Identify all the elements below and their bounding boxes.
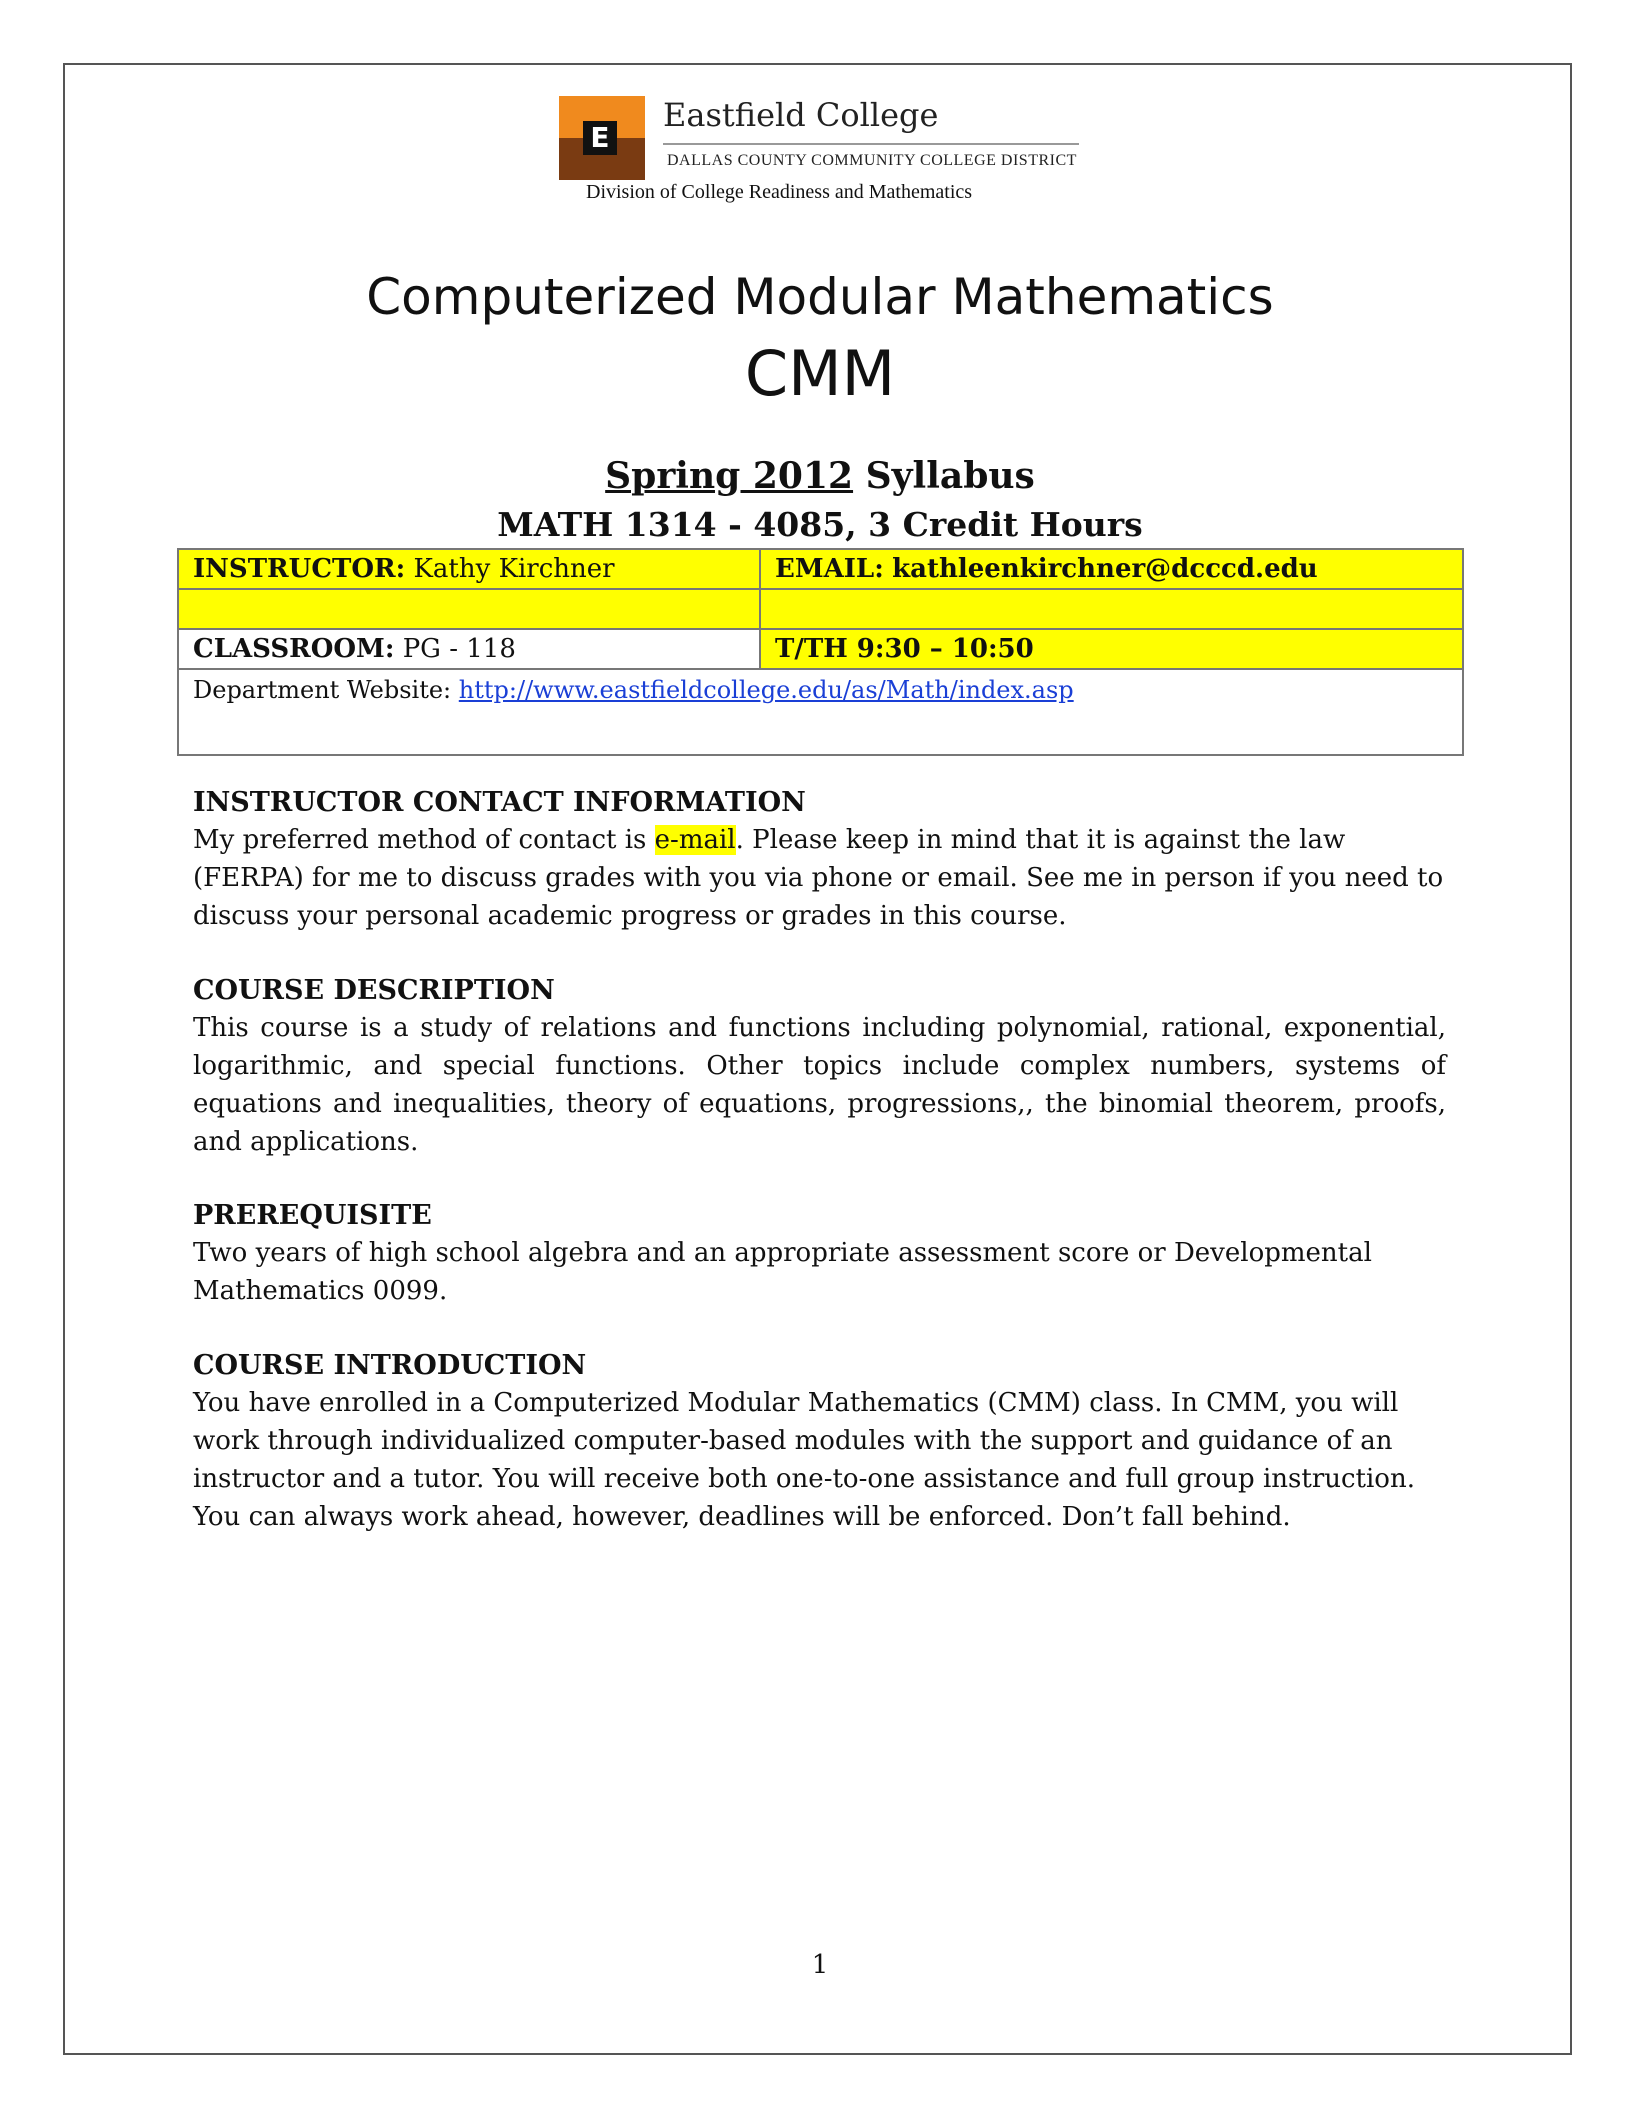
instructor-cell xyxy=(178,549,760,589)
section-heading: COURSE DESCRIPTION xyxy=(193,975,555,1006)
section-body: This course is a study of relations and functions including polynomial, rational, exponential, logarithmic, and special functions. Other topics include complex numbers, systems of equations and inequalities, theory of equations, progressions,, the binomial theorem, proofs, and applications. xyxy=(193,1013,1446,1157)
instructor-label: INSTRUCTOR: xyxy=(193,554,406,584)
college-name: Eastfield College xyxy=(663,96,939,134)
section-heading: INSTRUCTOR CONTACT INFORMATION xyxy=(193,787,806,818)
section-introduction xyxy=(193,1348,1446,1536)
section-body: Two years of high school algebra and an appropriate assessment score or Developmental Mathematics 0099. xyxy=(193,1238,1372,1306)
contact-text-start: My preferred method of contact is xyxy=(193,825,655,855)
empty-cell-right xyxy=(760,589,1463,629)
contact-text-end: . Please keep in mind that it is against the law (FERPA) for me to discuss grades with you via phone or email. See me in person if you need to discuss your personal academic progress or grades in this course. xyxy=(193,825,1444,931)
email-cell xyxy=(760,549,1463,589)
document-subtitle: CMM xyxy=(744,337,896,410)
logo-divider xyxy=(663,143,1079,145)
page-number: 1 xyxy=(811,1950,829,1980)
section-prerequisite xyxy=(193,1198,1446,1310)
email-label: EMAIL: xyxy=(775,554,884,584)
instructor-value: Kathy Kirchner xyxy=(413,554,615,584)
section-body: You have enrolled in a Computerized Modular Mathematics (CMM) class. In CMM, you will work through individualized computer-based modules with the support and guidance of an instructor and a tutor. You will receive both one-to-one assistance and full group instruction. You can always work ahead, however, deadlines will be enforced. Don’t fall behind. xyxy=(193,1388,1415,1532)
course-line: MATH 1314 - 4085, 3 Credit Hours xyxy=(497,505,1143,544)
website-label: Department Website: xyxy=(193,676,452,704)
empty-cell-left xyxy=(178,589,760,629)
section-contact xyxy=(193,785,1446,935)
logo-letter: E xyxy=(583,121,617,155)
syllabus-term: Spring 2012 xyxy=(605,455,854,497)
document-title: Computerized Modular Mathematics xyxy=(366,268,1274,326)
schedule-value: T/TH 9:30 – 10:50 xyxy=(775,634,1034,664)
division-name: Division of College Readiness and Mathematics xyxy=(586,181,973,203)
syllabus-heading xyxy=(0,455,1640,497)
section-heading: COURSE INTRODUCTION xyxy=(193,1350,587,1381)
website-cell xyxy=(178,669,1463,755)
course-info-table xyxy=(177,548,1464,756)
email-value: kathleenkirchner@dcccd.edu xyxy=(892,554,1318,584)
district-name: DALLAS COUNTY COMMUNITY COLLEGE DISTRICT xyxy=(667,152,1077,169)
section-heading: PREREQUISITE xyxy=(193,1200,432,1231)
classroom-label: CLASSROOM: xyxy=(193,634,395,664)
section-description xyxy=(193,973,1446,1161)
classroom-cell xyxy=(178,629,760,669)
syllabus-word: Syllabus xyxy=(865,455,1035,497)
section-body xyxy=(193,821,1446,935)
department-website-link[interactable]: http://www.eastfieldcollege.edu/as/Math/index.asp xyxy=(458,676,1074,704)
eastfield-logo-icon xyxy=(559,96,645,180)
schedule-cell xyxy=(760,629,1463,669)
classroom-value: PG - 118 xyxy=(402,634,516,664)
email-highlight: e-mail xyxy=(654,825,736,855)
